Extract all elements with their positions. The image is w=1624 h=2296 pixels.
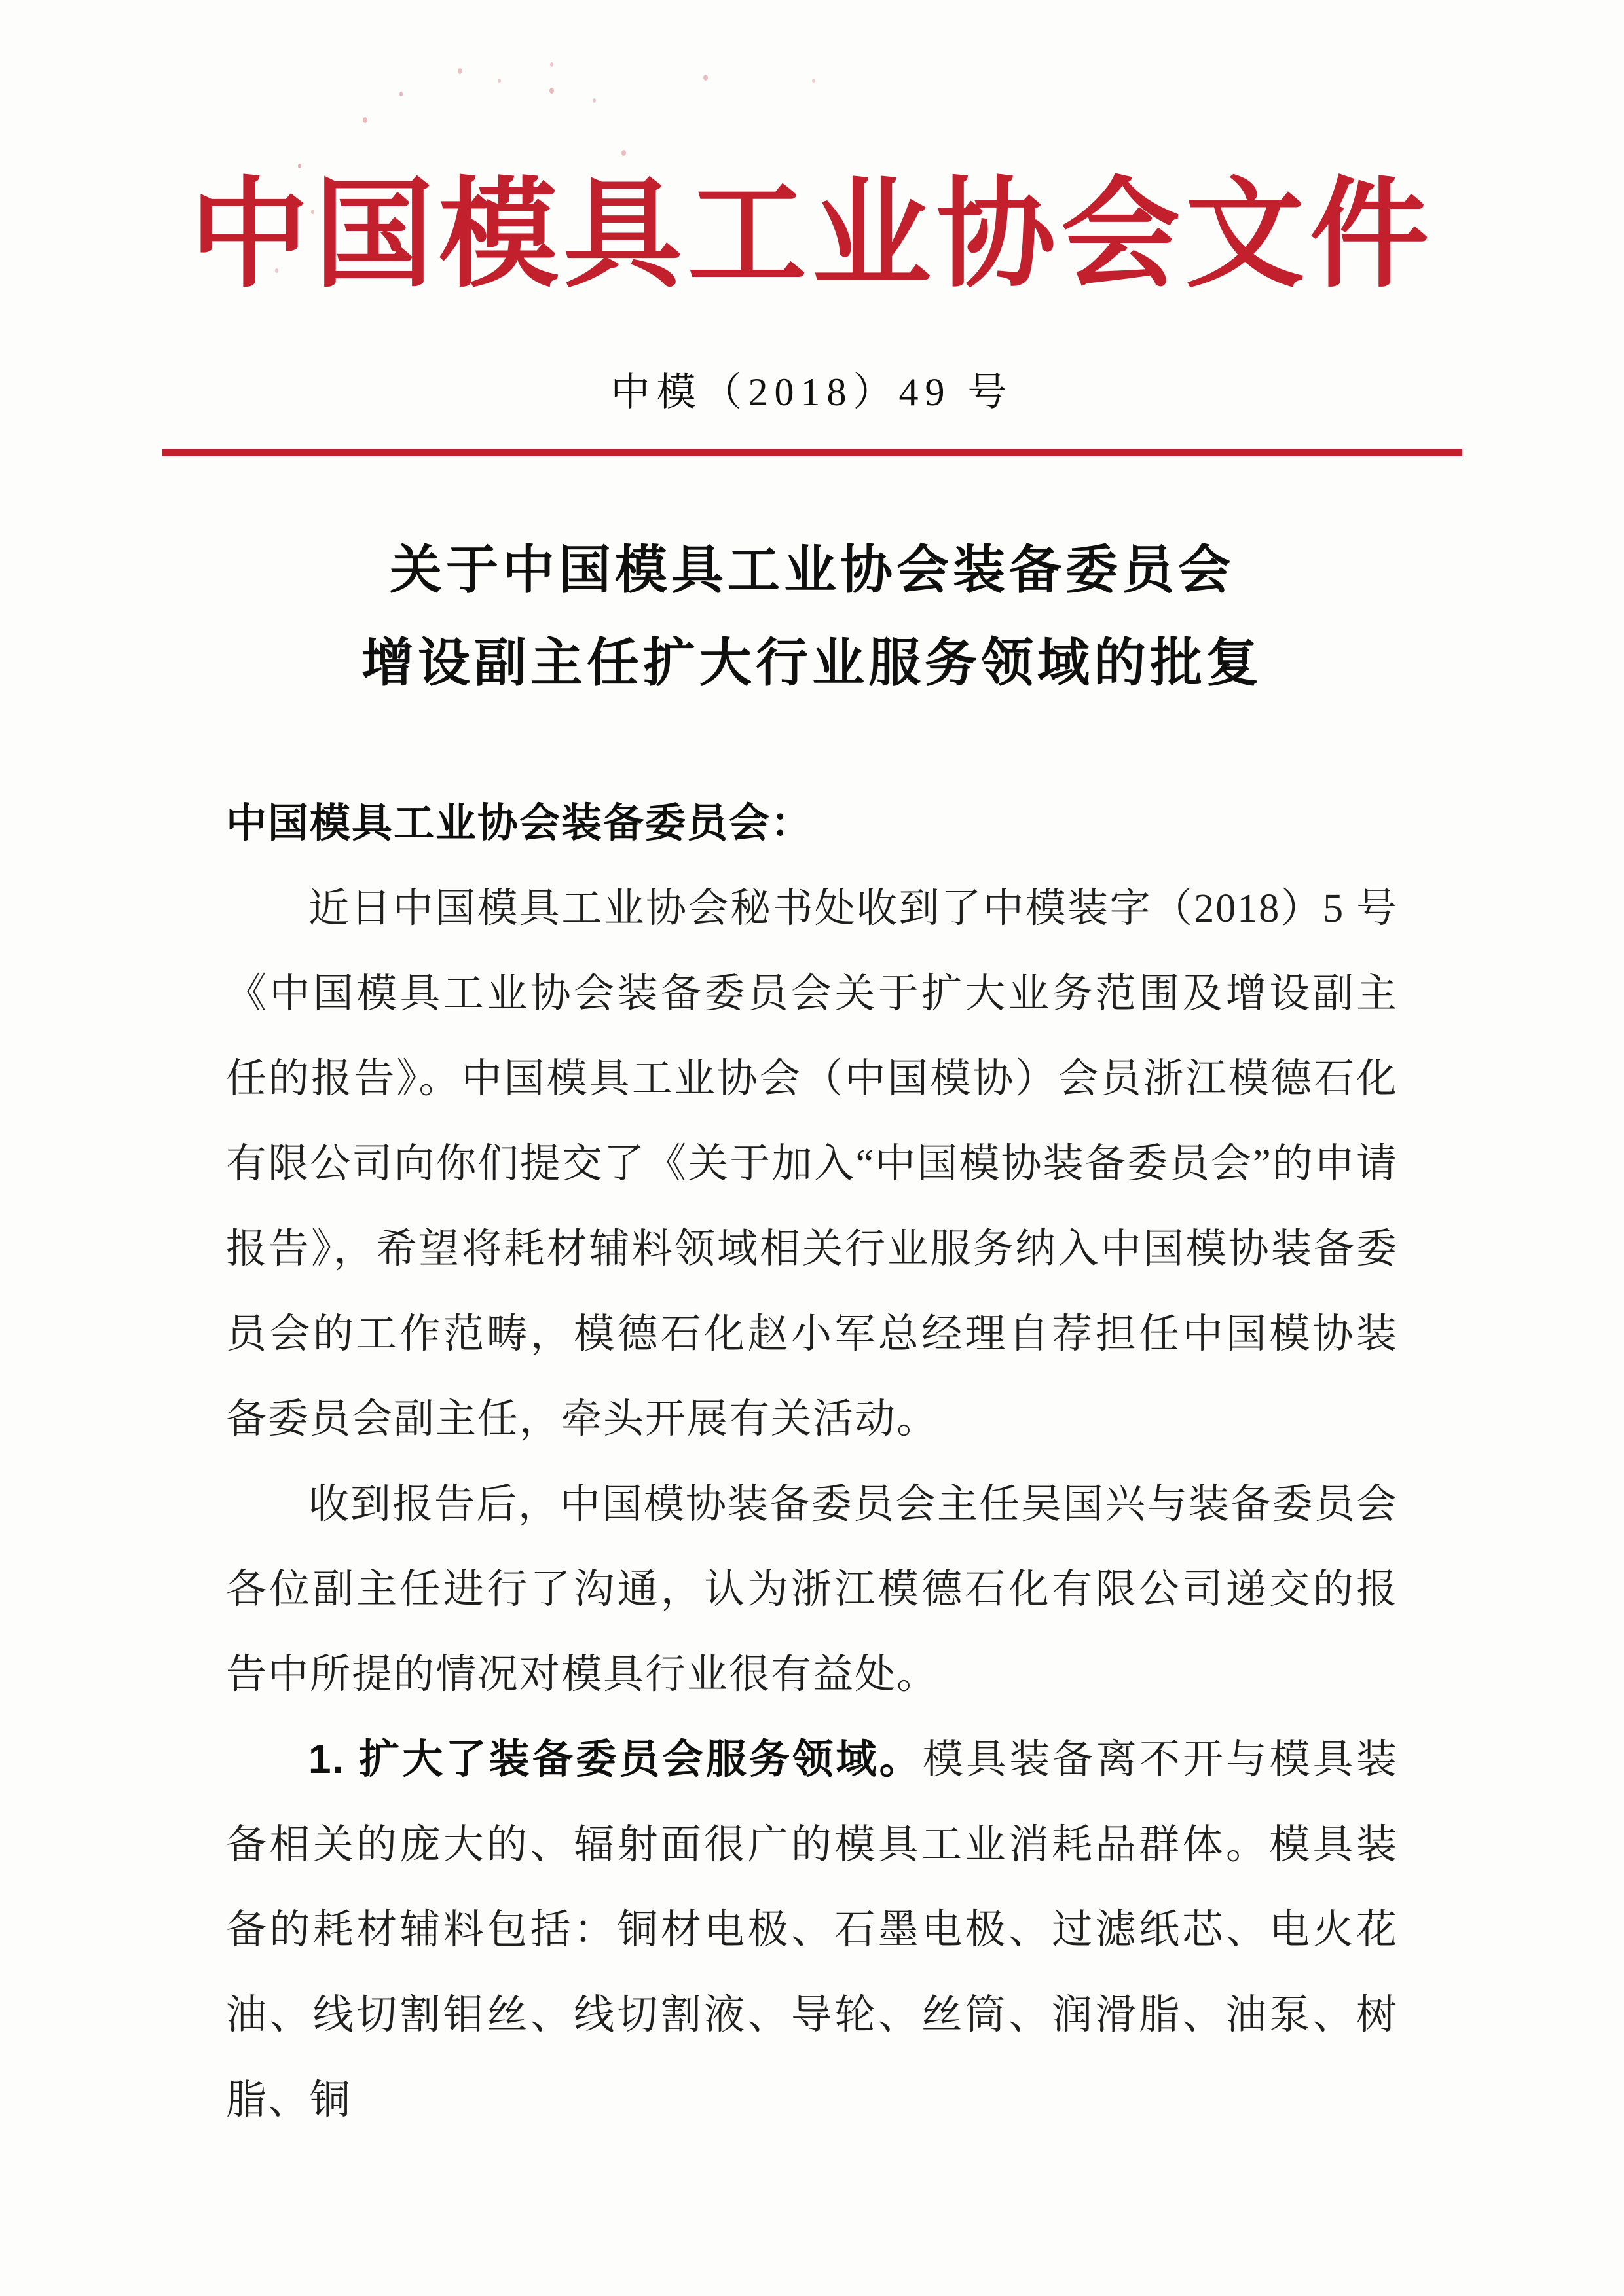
body-paragraph-1: 近日中国模具工业协会秘书处收到了中模装字（2018）5 号《中国模具工业协会装备委员会关于扩大业务范围及增设副主任的报告》。中国模具工业协会（中国模协）会员浙江模德石化有限公司向你们提交了《关于加入“中国模协装备委员会”的申请报告》，希望将耗材辅料领域相关行业服务纳入中国模协装备委员会的工作范畴，模德石化赵小军总经理自荐担任中国模协装备委员会副主任，牵头开展有关活动。 <box>226 886 1398 1442</box>
document-body <box>226 781 1398 2143</box>
body-paragraph-2: 收到报告后，中国模协装备委员会主任吴国兴与装备委员会各位副主任进行了沟通，认为浙江模德石化有限公司递交的报告中所提的情况对模具行业很有益处。 <box>226 1482 1399 1697</box>
doc-title-line-1: 关于中国模具工业协会装备委员会 <box>390 541 1234 599</box>
paragraph-3-lead-bold: 1. 扩大了装备委员会服务领域。 <box>308 1737 923 1782</box>
body-paragraph-3 <box>226 1717 1398 2143</box>
org-banner-title: 中国模具工业协会文件 <box>190 170 1434 302</box>
red-divider-line <box>162 449 1462 456</box>
doc-number: 中模（2018）49 号 <box>610 371 1014 414</box>
addressee-line: 中国模具工业协会装备委员会： <box>226 801 813 846</box>
doc-title <box>0 524 1624 710</box>
paragraph-3-text: 模具装备离不开与模具装备相关的庞大的、辐射面很广的模具工业消耗品群体。模具装备的耗材辅料包括：铜材电极、石墨电极、过滤纸芯、电火花油、线切割钼丝、线切割液、导轮、丝筒、润滑脂、油泵、树脂、铜 <box>226 1738 1398 2123</box>
doc-title-line-2: 增设副主任扩大行业服务领域的批复 <box>361 634 1263 692</box>
